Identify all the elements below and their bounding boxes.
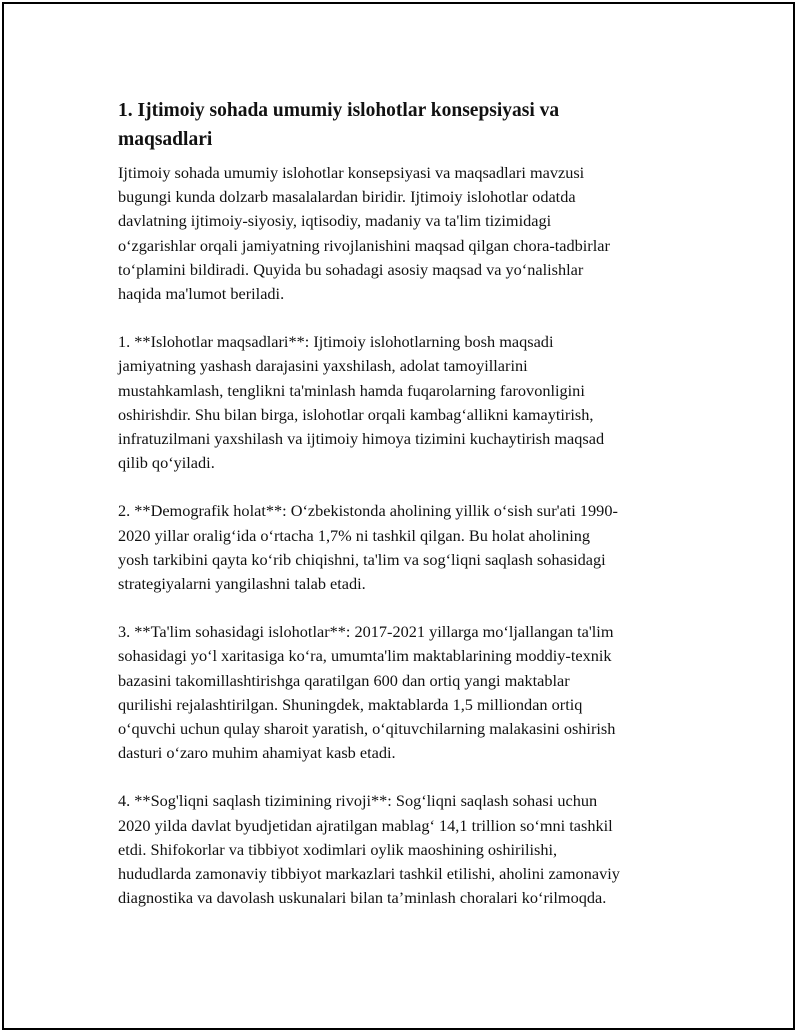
paragraph-education-reforms: 3. **Ta'lim sohasidagi islohotlar**: 2017-2021 yillarga mo‘ljallangan ta'lim sohasidagi yo‘l xaritasiga ko‘ra, umumta'lim maktablarining moddiy-texnik bazasini takomillashtirishga qaratilgan 600 dan ortiq yangi maktablar qurilishi rejalashtirilgan. Shuningdek, maktablarda 1,5 milliondan ortiq o‘quvchi uchun qulay sharoit yaratish, o‘qituvchilarning malakasini oshirish dasturi o‘zaro muhim ahamiyat kasb etadi. bbox=[118, 622, 616, 763]
paragraph-reform-goals: 1. **Islohotlar maqsadlari**: Ijtimoiy islohotlarning bosh maqsadi jamiyatning yashash darajasini yaxshilash, adolat tamoyillarini mustahkamlash, tenglikni ta'minlash hamda fuqarolarning farovonligini oshirishdir. Shu bilan birga, islohotlar orqali kambag‘allikni kamaytirish, infratuzilmani yaxshilash va ijtimoiy himoya tizimini kuchaytirish maqsad qilib qo‘yiladi. bbox=[118, 332, 605, 473]
document-body bbox=[118, 96, 688, 934]
paragraph-healthcare: 4. **Sog'liqni saqlash tizimining rivoji**: Sog‘liqni saqlash sohasi uchun 2020 yilda davlat byudjetidan ajratilgan mablag‘ 14,1 trillion so‘mni tashkil etdi. Shifokorlar va tibbiyot xodimlari oylik maoshining oshirilishi, hududlarda zamonaviy tibbiyot markazlari tashkil etilishi, aholini zamonaviy diagnostika va davolash uskunalari bilan ta’minlash choralari ko‘rilmoqda. bbox=[118, 791, 620, 908]
paragraph-demographics: 2. **Demografik holat**: O‘zbekistonda aholining yillik o‘sish sur'ati 1990- 2020 yillar oralig‘ida o‘rtacha 1,7% ni tashkil qilgan. Bu holat aholining yosh tarkibini qayta ko‘rib chiqishni, ta'lim va sog‘liqni saqlash sohasidagi strategiyalarni yangilashni talab etadi. bbox=[118, 501, 618, 594]
document-title: 1. Ijtimoiy sohada umumiy islohotlar konsepsiyasi va maqsadlari bbox=[118, 100, 560, 150]
paragraph-intro: Ijtimoiy sohada umumiy islohotlar konsepsiyasi va maqsadlari mavzusi bugungi kunda dolzarb masalalardan biridir. Ijtimoiy islohotlar odatda davlatning ijtimoiy-siyosiy, iqtisodiy, madaniy va ta'lim tizimidagi o‘zgarishlar orqali jamiyatning rivojlanishini maqsad qilgan chora-tadbirlar to‘plamini bildiradi. Quyida bu sohadagi asosiy maqsad va yo‘nalishlar haqida ma'lumot beriladi. bbox=[118, 163, 610, 304]
